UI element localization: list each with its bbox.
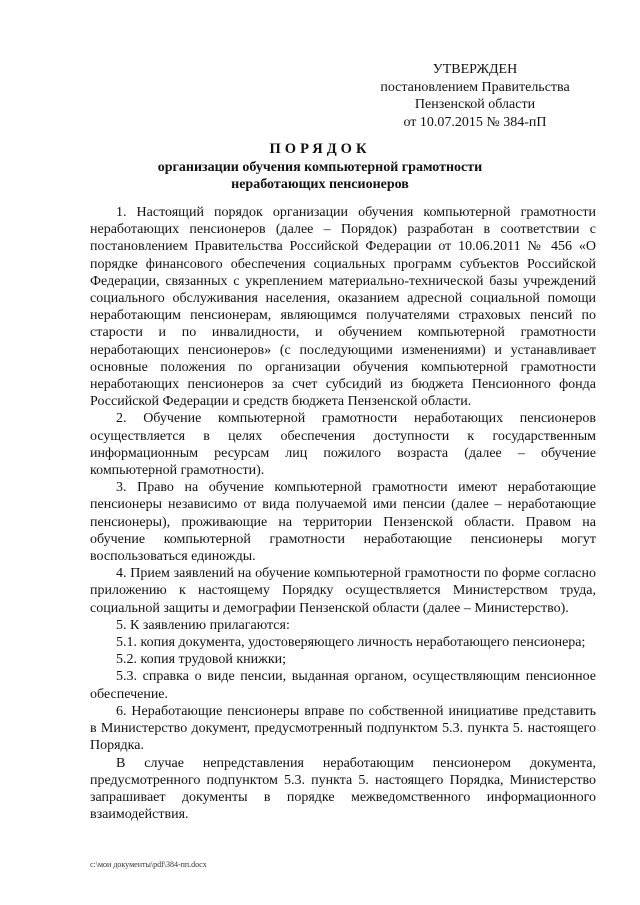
approval-stamp [360,61,590,131]
document-body [90,204,596,823]
title-heading: ПОРЯДОК [269,141,371,157]
approval-status: УТВЕРЖДЕН [432,62,518,77]
paragraph-4: 4. Прием заявлений на обучение компьютерной грамотности по форме согласно приложению к настоящему Порядку осуществляется Министерством труда, социальной защиты и демографии Пензенской области (далее – Министерство). [90,566,596,616]
paragraph-5: 5. К заявлению прилагаются: [116,617,290,633]
paragraph-1: 1. Настоящий порядок организации обучения компьютерной грамотности неработающих пенсионеров (далее – Порядок) разработан в соответствии с постановлением Правительства Российской Федерации от 10.06.2011 № 456 «О порядке финансового обеспечения социальных программ субъектов Российской Федерации, связанных с укреплением материально-технической базы учреждений социального обслуживания населения, оказанием адресной социальной помощи неработающим пенсионерам, являющимся получателями страховых пенсий по старости и по инвалидности, и обучением компьютерной грамотности неработающих пенсионеров» (с последующими изменениями) и устанавливает основные положения по организации обучения компьютерной грамотности неработающих пенсионеров за счет субсидий из бюджета Пенсионного фонда Российской Федерации и средств бюджета Пензенской области. [90,205,596,410]
file-path-footer: c:\мои документы\pdf\384-пп.docx [90,860,207,869]
paragraph-6-note: В случае непредставления неработающим пенсионером документа, предусмотренного подпунктом 5.3. пункта 5. настоящего Порядка, Министерство запрашивает документы в порядке межведомственного информационного взаимодействия. [90,755,596,823]
paragraph-3: 3. Право на обучение компьютерной грамотности имеют неработающие пенсионеры независимо от вида получаемой ими пенсии (далее – неработающие пенсионеры), проживающие на территории Пензенской области. Правом на обучение компьютерной грамотности неработающие пенсионеры могут воспользоваться единожды. [90,480,596,565]
title-subtitle-line1: организации обучения компьютерной грамотности [157,160,483,175]
paragraph-5-3: 5.3. справка о виде пенсии, выданная органом, осуществляющим пенсионное обеспечение. [90,669,596,702]
approval-region: Пензенской области [414,97,536,112]
paragraph-5-2: 5.2. копия трудовой книжки; [116,652,287,668]
paragraph-5-1: 5.1. копия документа, удостоверяющего личность неработающего пенсионера; [116,635,586,651]
document-title [0,141,640,193]
approval-date-number: от 10.07.2015 № 384-пП [403,114,547,130]
paragraph-2: 2. Обучение компьютерной грамотности неработающих пенсионеров осуществляется в целях обеспечения доступности к государственным информационным ресурсам лиц пожилого возраста (далее – обучение компьютерной грамотности). [90,411,596,479]
approval-decree: постановлением Правительства [380,79,570,95]
paragraph-6: 6. Неработающие пенсионеры вправе по собственной инициативе представить в Министерство документ, предусмотренный подпунктом 5.3. пункта 5. настоящего Порядка. [90,703,596,754]
title-subtitle-line2: неработающих пенсионеров [231,177,409,192]
